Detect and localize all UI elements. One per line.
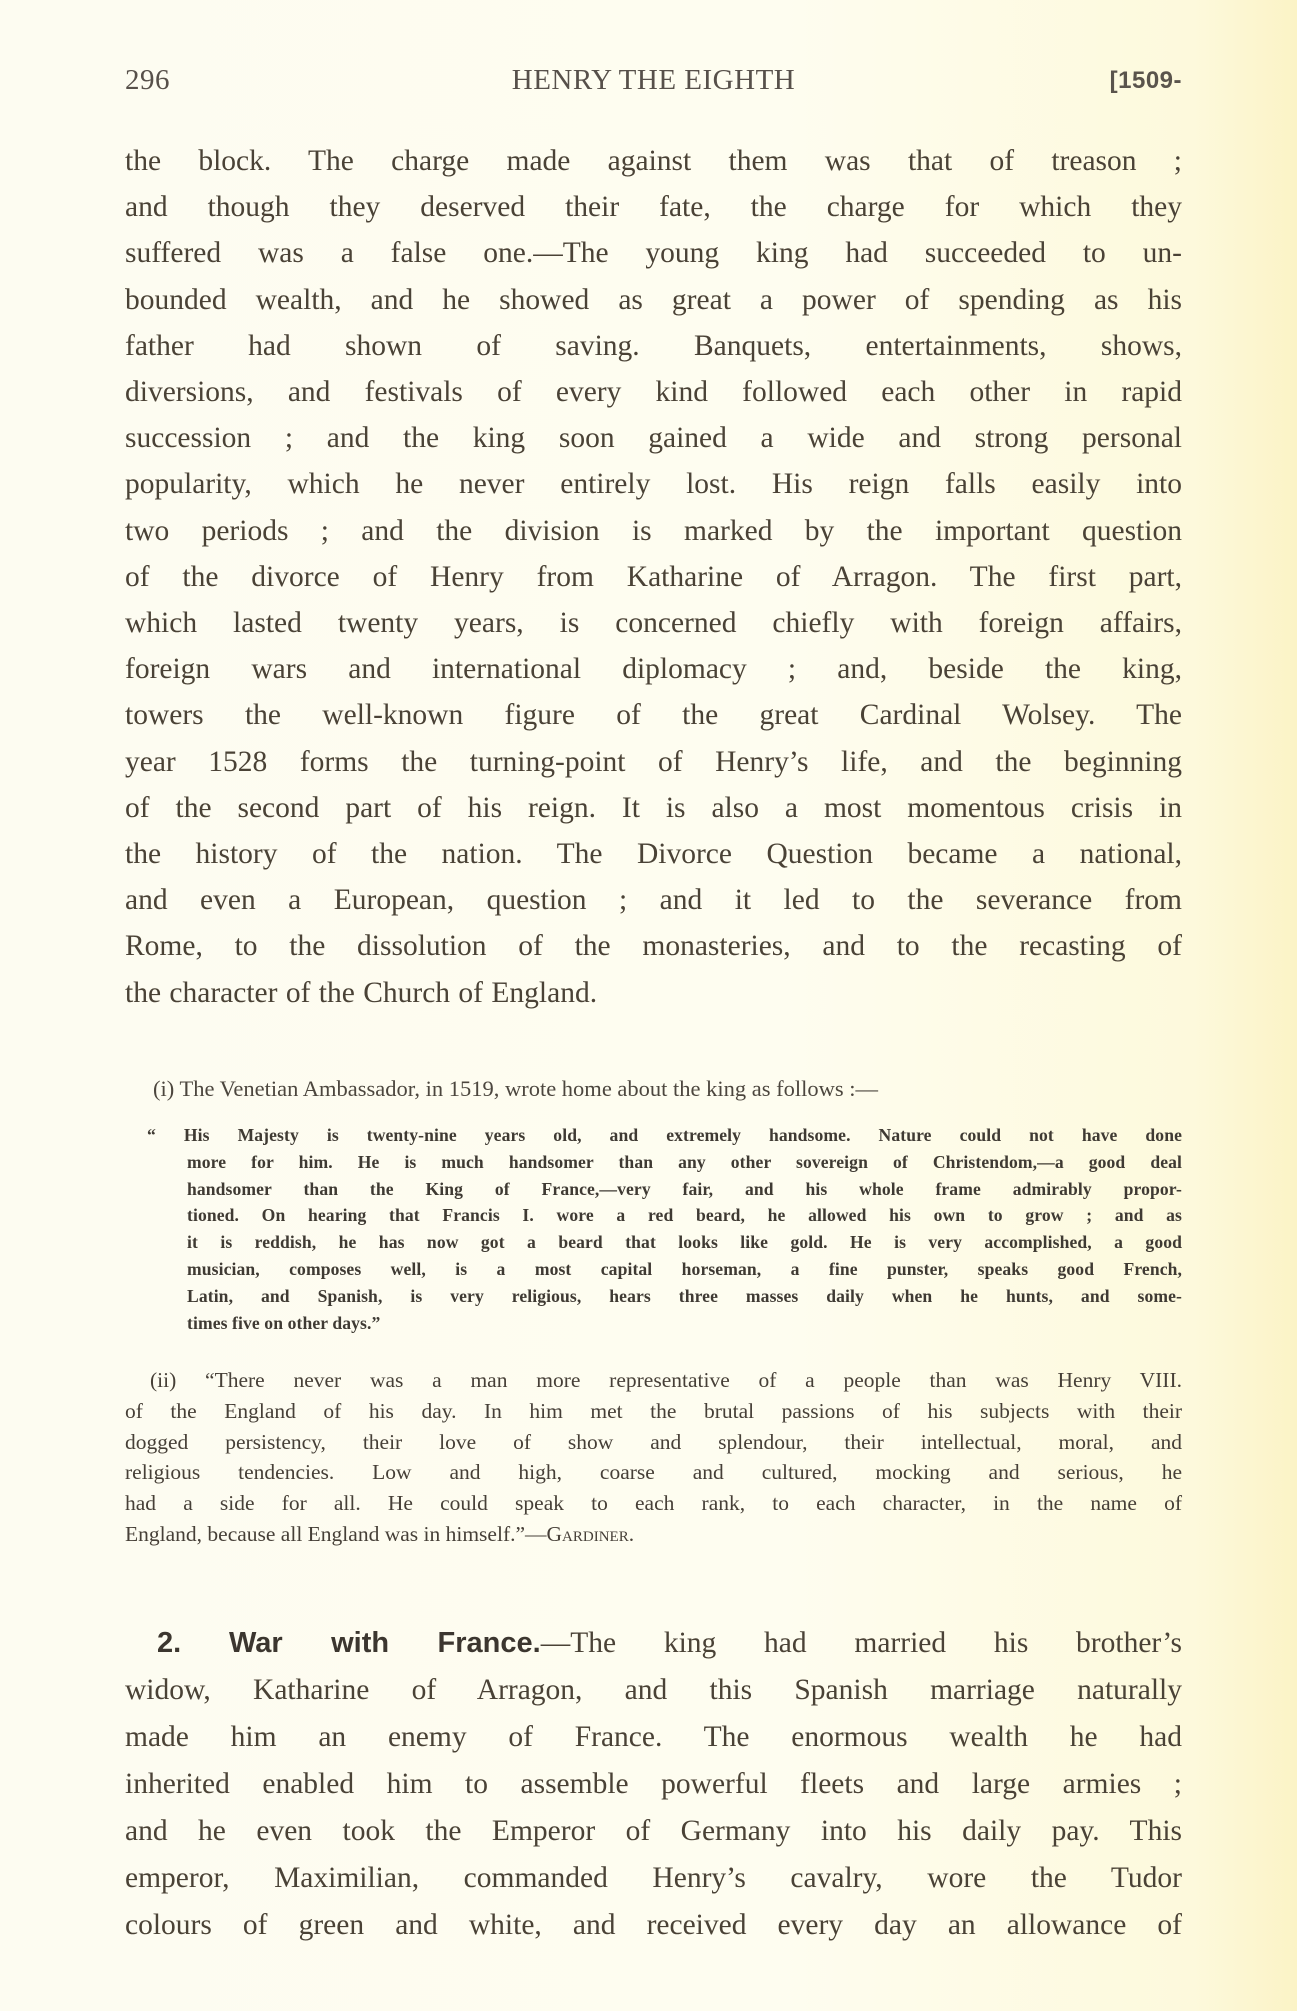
text-line: and even a European, question ; and it led to the severance from — [125, 884, 1182, 917]
section-first-line — [125, 1620, 1182, 1667]
page-number: 296 — [125, 64, 170, 96]
quote-line: tioned. On hearing that Francis I. wore a red beard, he allowed his own to grow ; and as — [187, 1205, 1182, 1226]
footnote-line: (ii) “There never was a man more representative of a people than was Henry VIII. — [150, 1368, 1182, 1392]
footnote-i-intro: (i) The Venetian Ambassador, in 1519, wrote home about the king as follows :— — [153, 1076, 879, 1101]
main-paragraph — [125, 138, 1182, 1016]
quote-line: Latin, and Spanish, is very religious, hears three masses daily when he hunts, and some- — [187, 1285, 1182, 1306]
running-title: HENRY THE EIGHTH — [511, 64, 796, 96]
text-line: suffered was a false one.—The young king had succeeded to un- — [125, 237, 1182, 270]
quote-line: “ His Majesty is twenty-nine years old, and extremely handsome. Nature could not have done — [147, 1125, 1182, 1145]
footnote-line: of the England of his day. In him met the brutal passions of his subjects with their — [125, 1398, 1182, 1423]
text-line: succession ; and the king soon gained a wide and strong personal — [125, 422, 1182, 455]
quote-line: musician, composes well, is a most capital horseman, a fine punster, speaks good French, — [187, 1258, 1182, 1279]
text-line: bounded wealth, and he showed as great a power of spending as his — [125, 283, 1182, 316]
section-first-line-text: —The king had married his brother’s — [540, 1627, 1183, 1659]
footnote-line: religious tendencies. Low and high, coarse and cultured, mocking and serious, he — [125, 1460, 1182, 1485]
text-line: the block. The charge made against them was that of treason ; — [125, 145, 1182, 177]
quote-line: times five on other days.” — [187, 1312, 381, 1333]
footnote-line: England, because all England was in himself.”— — [125, 1521, 547, 1546]
text-line: foreign wars and international diplomacy ; and, beside the king, — [125, 653, 1182, 686]
text-line: made him an enemy of France. The enormous wealth he had — [125, 1721, 1182, 1753]
text-line: the history of the nation. The Divorce Question became a national, — [125, 838, 1182, 871]
text-line: and though they deserved their fate, the charge for which they — [125, 191, 1182, 224]
quote-line: handsomer than the King of France,—very fair, and his whole frame admirably propor- — [187, 1178, 1182, 1199]
text-line: widow, Katharine of Arragon, and this Spanish marriage naturally — [125, 1674, 1182, 1706]
text-line: colours of green and white, and received every day an allowance of — [125, 1909, 1182, 1941]
venetian-ambassador-quote — [147, 1122, 1182, 1336]
section-war-with-france — [125, 1620, 1182, 1949]
running-head — [125, 64, 1182, 104]
text-line: two periods ; and the division is marked by the important question — [125, 514, 1182, 547]
text-line: and he even took the Emperor of Germany into his daily pay. This — [125, 1815, 1182, 1847]
text-line: of the second part of his reign. It is also a most momentous crisis in — [125, 791, 1182, 824]
section-number: 2. — [157, 1627, 182, 1659]
text-line: which lasted twenty years, is concerned chiefly with foreign affairs, — [125, 607, 1182, 640]
section-heading: War with France. — [228, 1627, 541, 1659]
text-line: towers the well-known figure of the great Cardinal Wolsey. The — [125, 699, 1182, 732]
footnote-line-last — [125, 1519, 1182, 1550]
text-line: father had shown of saving. Banquets, entertainments, shows, — [125, 329, 1182, 362]
attribution: Gardiner. — [546, 1521, 635, 1546]
quote-line: it is reddish, he has now got a beard that looks like gold. He is very accomplished, a good — [187, 1232, 1182, 1253]
text-line: popularity, which he never entirely lost. His reign falls easily into — [125, 468, 1182, 501]
quote-line: more for him. He is much handsomer than any other sovereign of Christendom,—a good deal — [187, 1151, 1182, 1172]
footnote-ii — [125, 1365, 1182, 1550]
footnote-line: had a side for all. He could speak to each rank, to each character, in the name of — [125, 1491, 1182, 1516]
text-line: diversions, and festivals of every kind followed each other in rapid — [125, 376, 1182, 409]
text-line: emperor, Maximilian, commanded Henry’s cavalry, wore the Tudor — [125, 1862, 1182, 1894]
text-line: inherited enabled him to assemble powerful fleets and large armies ; — [125, 1768, 1182, 1800]
text-line: Rome, to the dissolution of the monasteries, and to the recasting of — [125, 930, 1182, 963]
text-line: of the divorce of Henry from Katharine of Arragon. The first part, — [125, 560, 1182, 593]
footnote-line: dogged persistency, their love of show and splendour, their intellectual, moral, and — [125, 1429, 1182, 1454]
text-line: year 1528 forms the turning-point of Henry’s life, and the beginning — [125, 745, 1182, 778]
text-line: the character of the Church of England. — [125, 976, 598, 1009]
date-range: [1509- — [1109, 67, 1182, 94]
